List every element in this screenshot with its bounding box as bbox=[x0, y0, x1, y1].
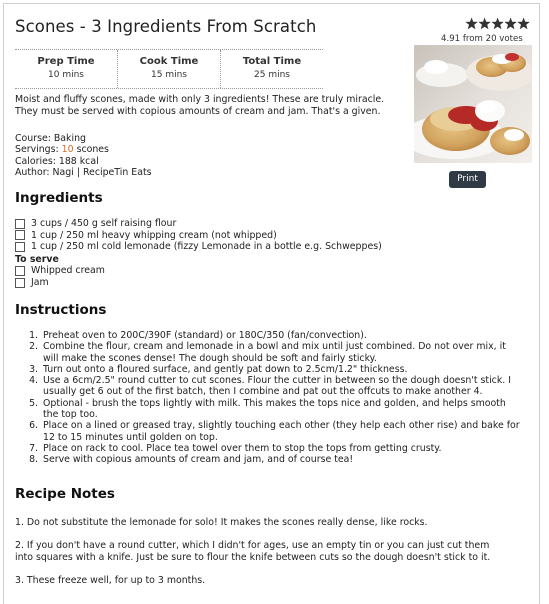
instruction-step: 5. Optional - brush the tops lightly with milk. This makes the tops nice and golden, and helps smooth the top too. bbox=[41, 398, 523, 421]
time-label: Prep Time bbox=[37, 56, 95, 67]
recipe-card bbox=[3, 3, 540, 604]
ingredient-item[interactable] bbox=[15, 230, 382, 242]
time-label: Total Time bbox=[242, 56, 302, 67]
recipe-notes bbox=[15, 517, 507, 599]
note-item: 2. If you don't have a round cutter, which I didn't for ages, use an empty tin or you can just cut them into squares with a knife. Just be sure to flour the knife between cuts so the dough doesn't stick to it. bbox=[15, 540, 491, 563]
servings-label: Servings: bbox=[15, 144, 62, 156]
to-serve-heading: To serve bbox=[15, 253, 59, 265]
total-time bbox=[220, 50, 323, 88]
checkbox[interactable] bbox=[15, 278, 25, 288]
author: Author: Nagi | RecipeTin Eats bbox=[15, 167, 152, 179]
instruction-step: 8. Serve with copious amounts of cream and jam, and of course tea! bbox=[41, 454, 523, 465]
checkbox[interactable] bbox=[15, 242, 25, 252]
print-button[interactable]: Print bbox=[449, 171, 486, 188]
instruction-step: 4. Use a 6cm/2.5" round cutter to cut scones. Flour the cutter in between so the dough doesn't stick. I usually get 6 out of the first batch, then I combine and pat out the offcuts to make another 4. bbox=[41, 375, 523, 398]
time-value: 15 mins bbox=[151, 70, 187, 80]
calories: Calories: 188 kcal bbox=[15, 155, 99, 167]
ingredient-text: Jam bbox=[31, 276, 49, 288]
ingredient-item[interactable] bbox=[15, 277, 382, 289]
cook-time bbox=[117, 50, 220, 88]
instruction-step: 6. Place on a lined or greased tray, slightly touching each other (they help each other rise) and bake for 12 to 15 minutes until golden on top. bbox=[41, 420, 523, 443]
time-value: 10 mins bbox=[48, 70, 84, 80]
ingredient-text: 3 cups / 450 g self raising flour bbox=[31, 218, 177, 229]
servings-adjuster[interactable]: 10 bbox=[61, 144, 74, 156]
course: Course: Baking bbox=[15, 133, 86, 144]
ingredient-text: 1 cup / 250 ml heavy whipping cream (not whipped) bbox=[31, 229, 277, 241]
note-item: 3. These freeze well, for up to 3 months. bbox=[15, 575, 206, 587]
note-item: 1. Do not substitute the lemonade for solo! It makes the scones really dense, like rocks. bbox=[15, 517, 428, 528]
time-label: Cook Time bbox=[139, 56, 199, 67]
ingredient-text: Whipped cream bbox=[31, 265, 105, 277]
star-icon bbox=[517, 18, 529, 30]
recipe-photo bbox=[414, 45, 532, 163]
recipe-description: Moist and fluffy scones, made with only 3 ingredients! These are truly miracle. They must be served with copious amounts of cream and jam. That's a given. bbox=[15, 94, 385, 117]
ingredients-list bbox=[15, 218, 382, 289]
checkbox[interactable] bbox=[15, 219, 25, 229]
recipe-title: Scones - 3 Ingredients From Scratch bbox=[15, 17, 317, 36]
checkbox[interactable] bbox=[15, 266, 25, 276]
instructions-heading: Instructions bbox=[15, 302, 107, 318]
star-icon bbox=[504, 18, 516, 30]
rating-stars[interactable] bbox=[465, 17, 531, 31]
instructions-list bbox=[15, 330, 523, 466]
prep-time bbox=[15, 50, 117, 88]
instruction-step: 2. Combine the flour, cream and lemonade in a bowl and mix until just combined. Do not over mix, it will make the scones dense! The dough should be soft and fairly sticky. bbox=[41, 341, 523, 364]
instruction-step: 3. Turn out onto a floured surface, and gently pat down to 2.5cm/1.2" thickness. bbox=[41, 364, 523, 375]
ingredient-item[interactable] bbox=[15, 265, 382, 277]
instruction-step: 1. Preheat oven to 200C/390F (standard) or 180C/350 (fan/convection). bbox=[41, 330, 523, 341]
checkbox[interactable] bbox=[15, 230, 25, 240]
star-icon bbox=[491, 18, 503, 30]
time-value: 25 mins bbox=[254, 70, 290, 80]
notes-heading: Recipe Notes bbox=[15, 486, 115, 502]
ingredient-item[interactable] bbox=[15, 218, 382, 230]
ingredient-item[interactable] bbox=[15, 241, 382, 253]
rating-text: 4.91 from 20 votes bbox=[441, 34, 523, 44]
ingredients-heading: Ingredients bbox=[15, 190, 103, 206]
star-icon bbox=[465, 18, 477, 30]
star-icon bbox=[478, 18, 490, 30]
servings bbox=[15, 144, 152, 155]
instruction-step: 7. Place on rack to cool. Place tea towel over them to stop the tops from getting crusty. bbox=[41, 443, 523, 454]
recipe-meta bbox=[15, 133, 152, 179]
time-summary bbox=[15, 49, 323, 89]
servings-unit: scones bbox=[73, 144, 109, 156]
ingredient-text: 1 cup / 250 ml cold lemonade (fizzy Lemonade in a bottle e.g. Schweppes) bbox=[31, 241, 382, 253]
